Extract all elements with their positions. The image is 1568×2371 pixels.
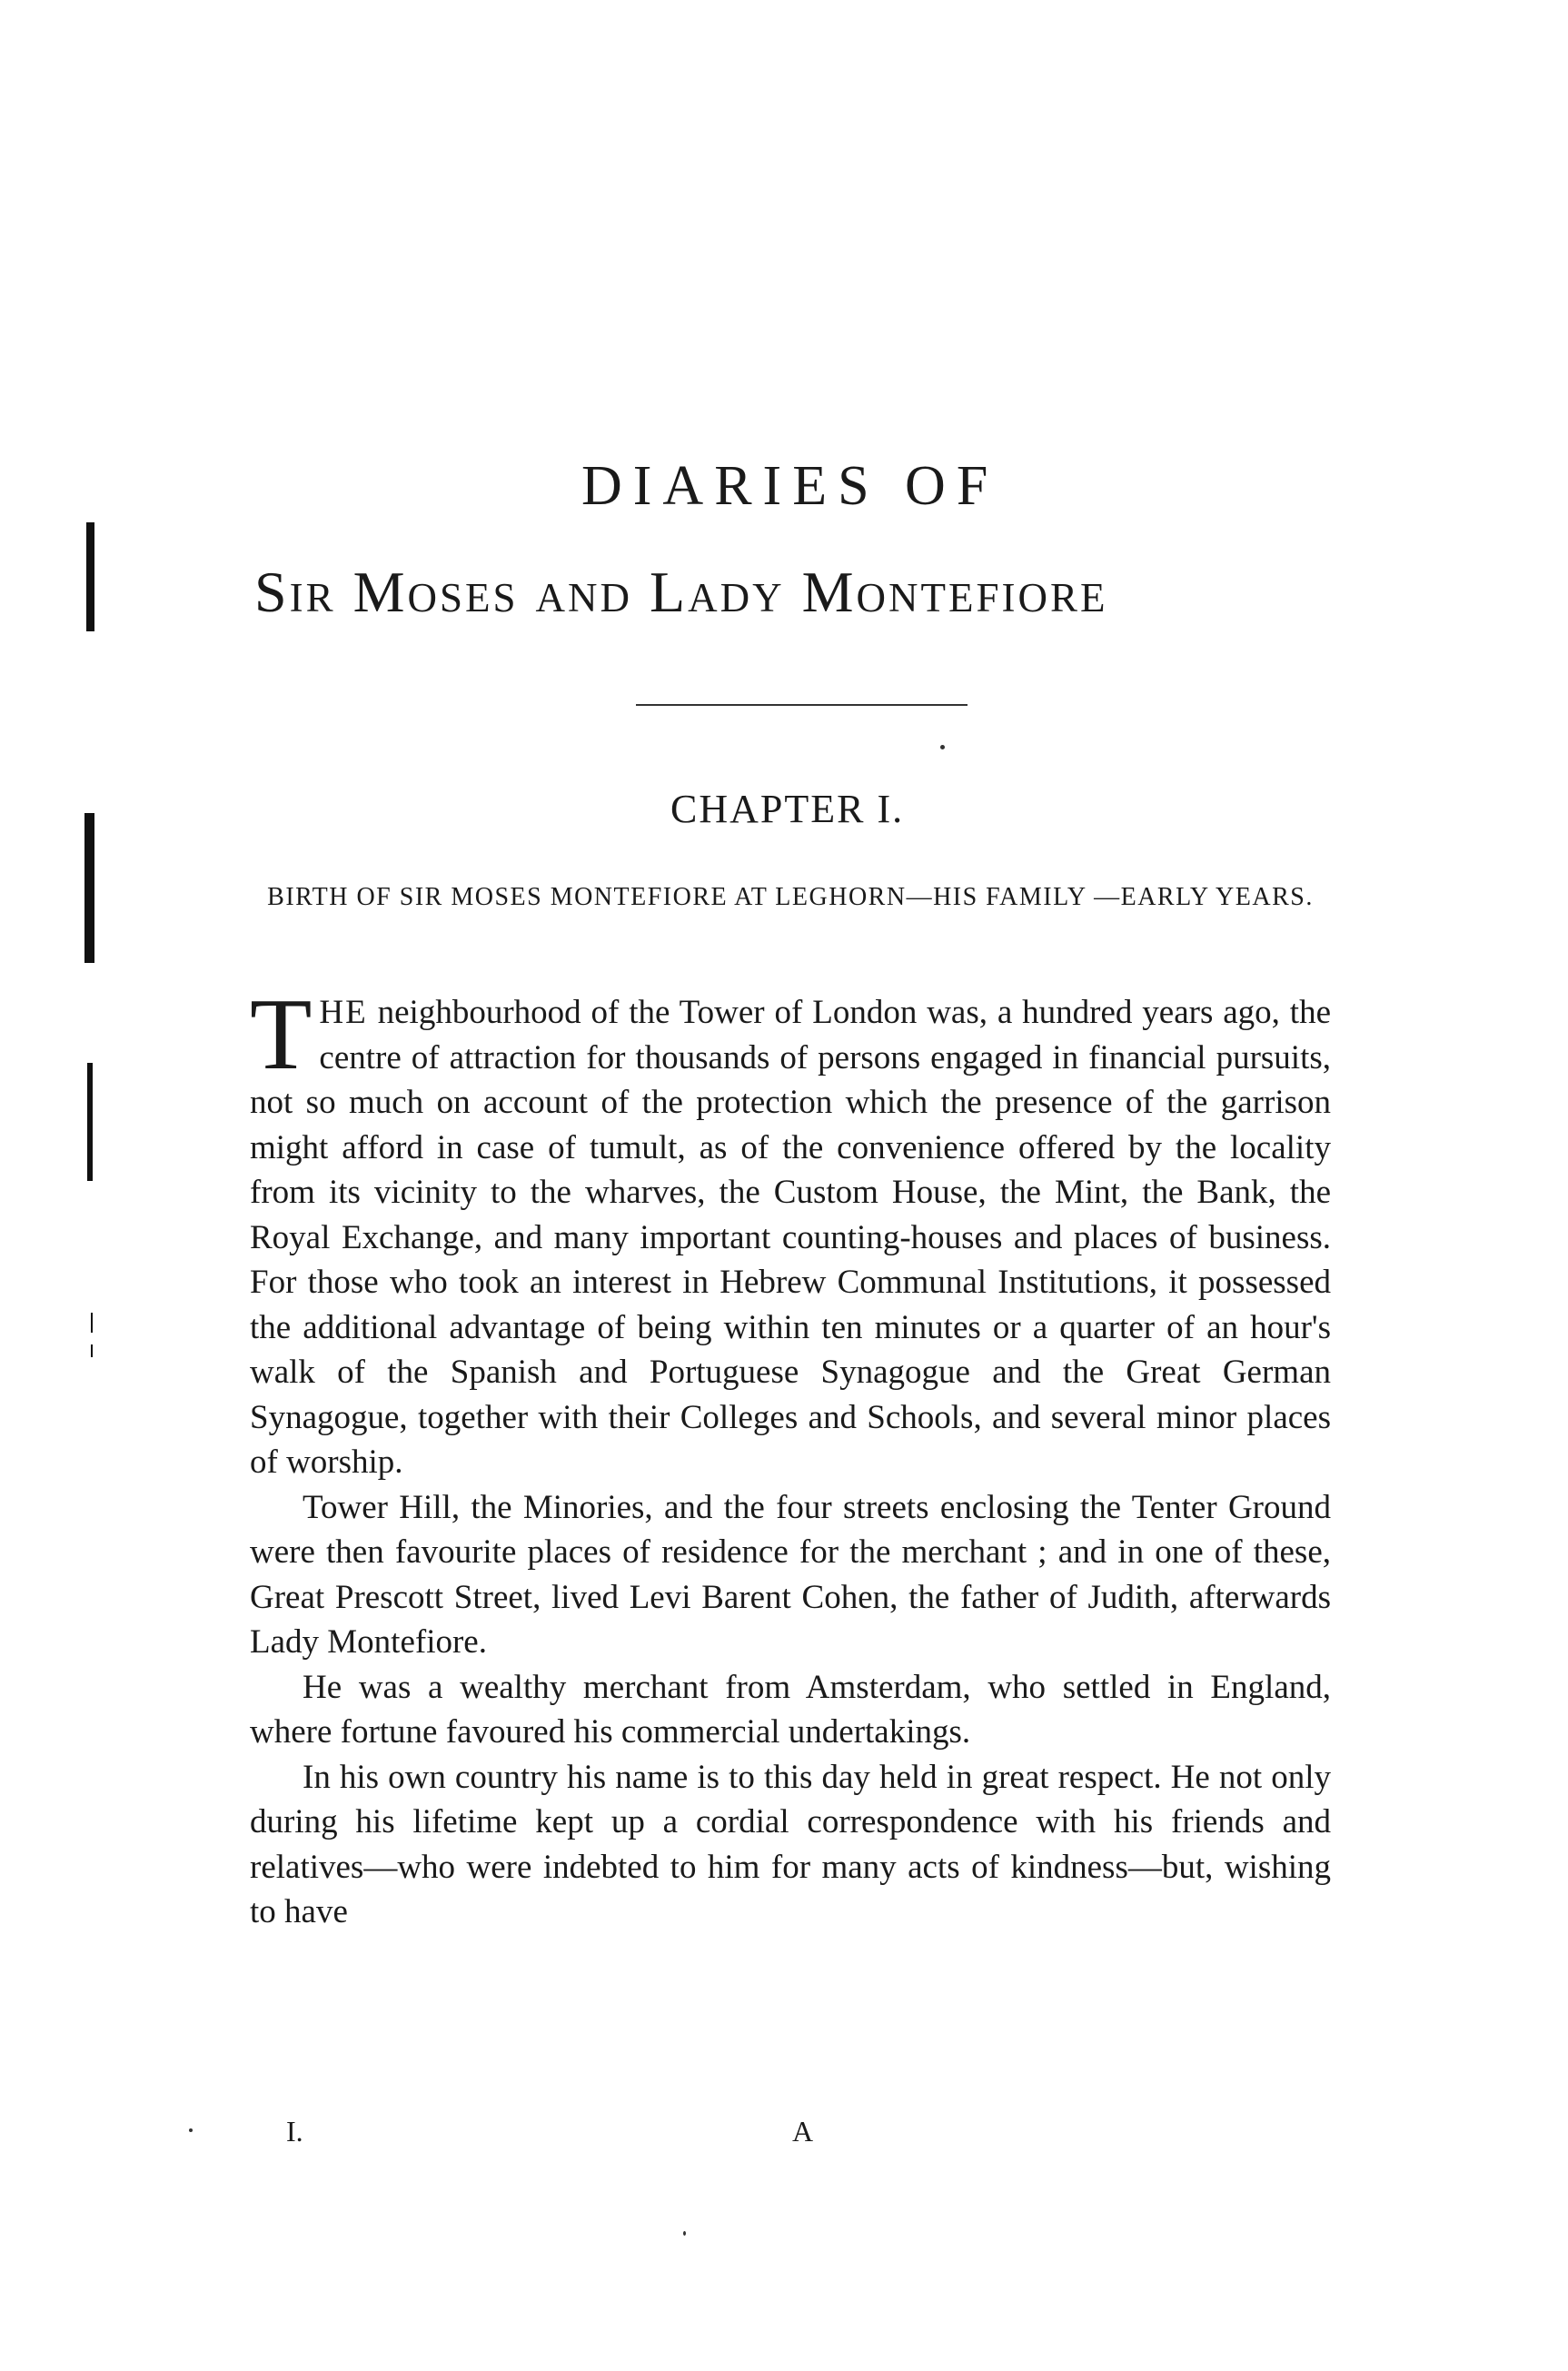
chapter-body — [250, 978, 1331, 1935]
paragraph-1 — [250, 978, 1331, 1485]
scan-artifact-5 — [91, 1344, 93, 1357]
title-line-2: Sir Moses and Lady Montefiore — [254, 560, 1108, 624]
signature-letter: A — [792, 2115, 814, 2148]
scan-artifact-1 — [86, 522, 94, 631]
scan-artifact-3 — [87, 1063, 93, 1181]
paragraph-1-text: neighbourhood of the Tower of London was, a hundred years ago, the centre of attraction for thousands of persons engaged in financial pursuits, not so much on account of the protection which the presence of the garrison might afford in case of tumult, as of the convenience offered by the locality from its vicinity to the wharves, the Custom House, the Mint, the Bank, the Royal Exchange, and many important counting-houses and places of business. For those who took an interest in Hebrew Communal Institutions, it possessed the additional advantage of being within ten minutes or a quarter of an hour's walk of the Spanish and Portuguese Synagogue and the Great German Synagogue, together with their Colleges and Schools, and several minor places of worship. — [250, 994, 1331, 1481]
signature-mark: I. — [286, 2115, 303, 2148]
title-rule — [636, 704, 968, 706]
margin-dot — [189, 2128, 193, 2132]
chapter-subtitle: BIRTH OF SIR MOSES MONTEFIORE AT LEGHORN—HIS FAMILY —EARLY YEARS. — [267, 883, 1314, 911]
bottom-speck — [683, 2231, 686, 2236]
paragraph-4: In his own country his name is to this day held in great respect. He not only during his lifetime kept up a cordial correspondence with his friends and relatives—who were indebted to him for many acts of kindness—but, wishing to have — [250, 1758, 1331, 1930]
title-line-1: DIARIES OF — [581, 455, 999, 517]
ornament-dot — [940, 745, 945, 749]
paragraph-2: Tower Hill, the Minories, and the four streets enclosing the Tenter Ground were then favourite places of residence for the merchant ; and in one of these, Great Prescott Street, lived Levi Barent Cohen, the father of Judith, afterwards Lady Montefiore. — [250, 1488, 1331, 1661]
first-word: HE — [319, 994, 368, 1031]
scan-artifact-4 — [91, 1313, 93, 1333]
chapter-heading: CHAPTER I. — [670, 787, 905, 831]
drop-cap: T — [250, 978, 313, 1091]
paragraph-3: He was a wealthy merchant from Amsterdam, who settled in England, where fortune favoured his commercial undertakings. — [250, 1668, 1331, 1751]
scan-artifact-2 — [84, 813, 94, 963]
